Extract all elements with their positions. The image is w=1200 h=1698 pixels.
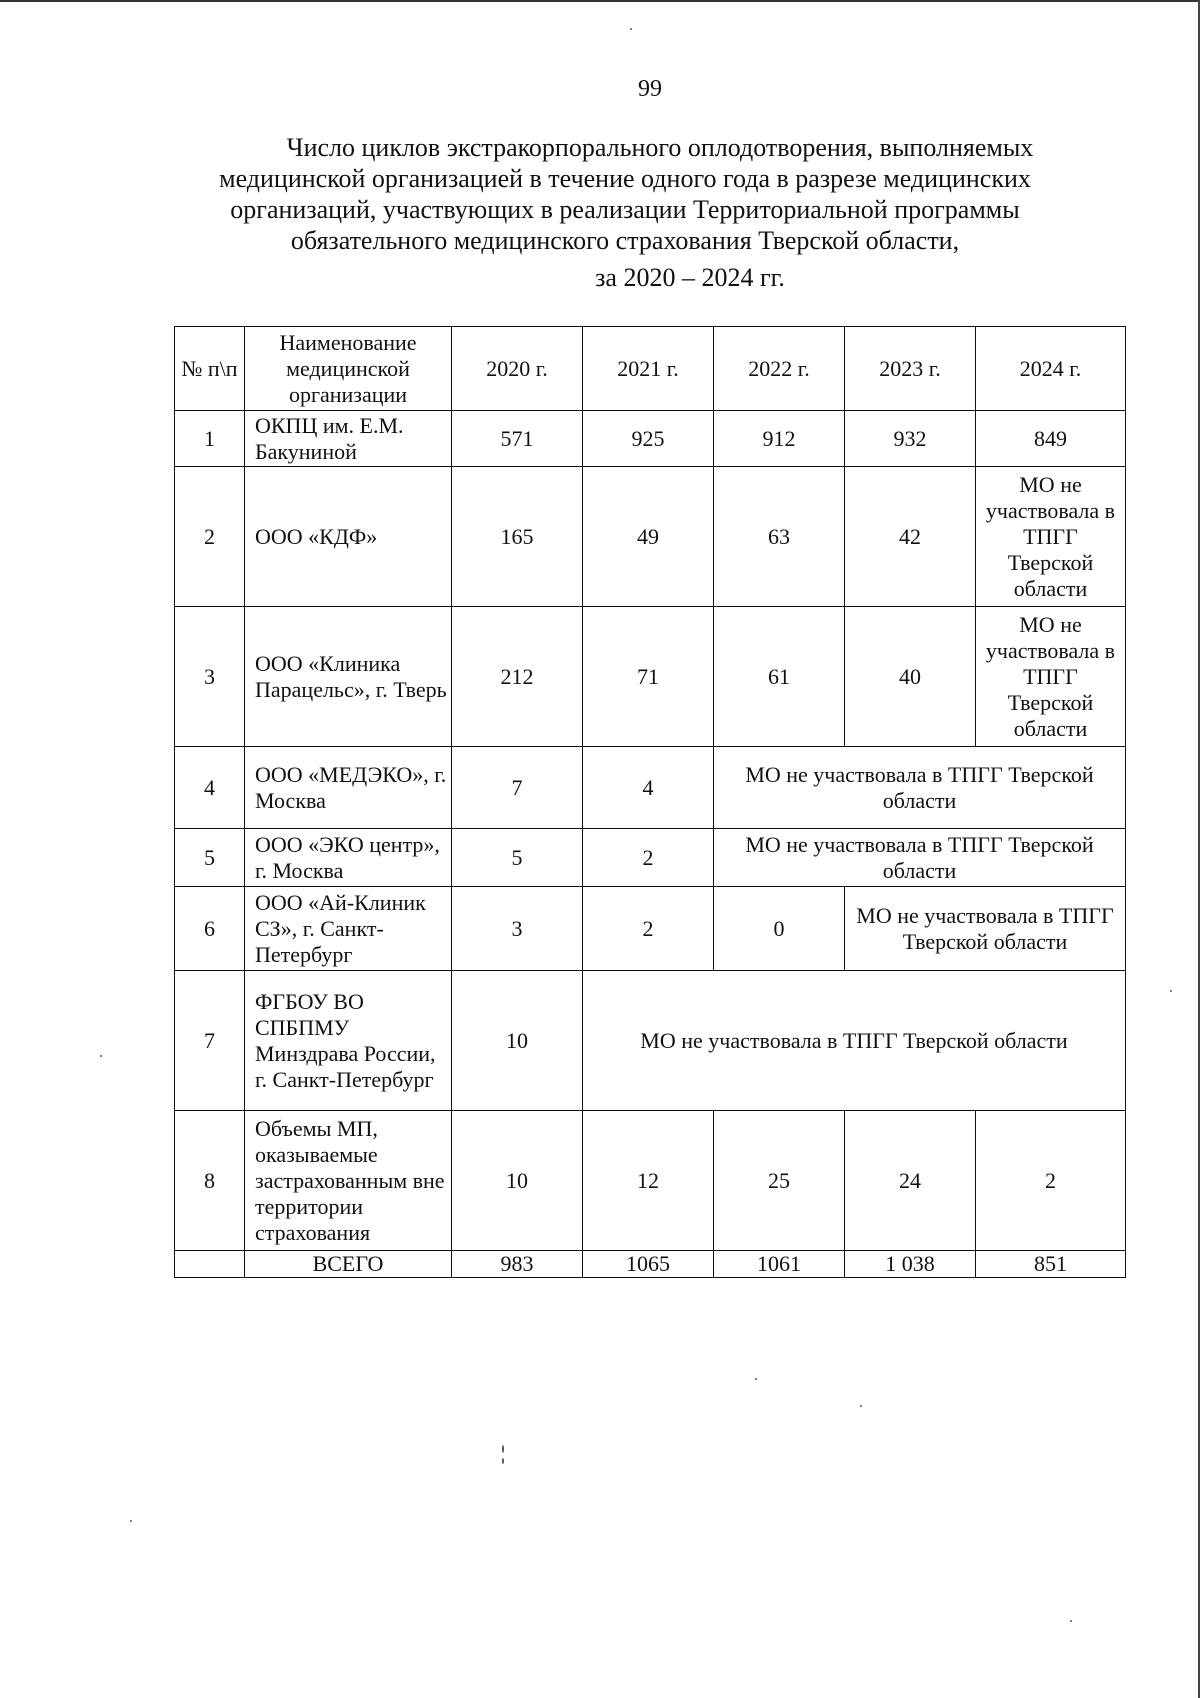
cell-2024: МО не участвовала в ТПГГ Тверской области [976,467,1126,607]
row-org: ФГБОУ ВО СПБПМУ Минздрава России, г. Санкт-Петербург [245,971,452,1111]
cell-2024: 849 [976,411,1126,467]
table-header-row [175,327,1126,411]
row-org: ООО «МЕДЭКО», г. Москва [245,747,452,829]
cell-2020: 5 [452,829,583,887]
header-org: Наименование медицинской организации [245,327,452,411]
row-num: 5 [175,829,245,887]
title-line-3: организаций, участвующих в реализации Территориальной программы [230,195,1020,224]
scan-speck [1070,1620,1072,1622]
row-org: ООО «ЭКО центр», г. Москва [245,829,452,887]
title-period: за 2020 – 2024 гг. [595,263,785,292]
cell-2020: 7 [452,747,583,829]
cell-2021: 2 [583,887,714,971]
cell-2023: 42 [845,467,976,607]
row-org: ООО «КДФ» [245,467,452,607]
row-num: 6 [175,887,245,971]
cell-2020: 10 [452,971,583,1111]
row-num: 8 [175,1111,245,1251]
document-title [150,132,1100,256]
table-row [175,1111,1126,1251]
cell-2021: 71 [583,607,714,747]
total-label: ВСЕГО [245,1251,452,1278]
row-num: 7 [175,971,245,1111]
table-row [175,467,1126,607]
merged-status-cell: МО не участвовала в ТПГГ Тверской области [845,887,1126,971]
cell-2020: 212 [452,607,583,747]
table-total-row [175,1251,1126,1278]
total-2021: 1065 [583,1251,714,1278]
cell-2021: 2 [583,829,714,887]
cell-2021: 925 [583,411,714,467]
header-2020: 2020 г. [452,327,583,411]
cell-2022: 63 [714,467,845,607]
header-2024: 2024 г. [976,327,1126,411]
table-row [175,971,1126,1111]
title-line-4: обязательного медицинского страхования Тверской области, [290,226,960,255]
table-row [175,747,1126,829]
row-org: ООО «Клиника Парацельс», г. Тверь [245,607,452,747]
total-num [175,1251,245,1278]
cell-2021: 49 [583,467,714,607]
cell-2022: 25 [714,1111,845,1251]
cell-2022: 912 [714,411,845,467]
row-num: 1 [175,411,245,467]
scan-speck [630,28,632,30]
scan-speck [502,1445,504,1453]
row-org: ООО «Ай-Клиник СЗ», г. Санкт-Петербург [245,887,452,971]
scan-speck [130,1520,132,1522]
scan-speck [100,1055,102,1057]
ivf-cycles-table [174,326,1126,1278]
header-2023: 2023 г. [845,327,976,411]
row-org: Объемы МП, оказываемые застрахованным вне территории страхования [245,1111,452,1251]
table-row [175,829,1126,887]
title-line-1: Число циклов экстракорпорального оплодотворения, выполняемых [286,133,1034,162]
row-num: 2 [175,467,245,607]
total-2023: 1 038 [845,1251,976,1278]
total-2022: 1061 [714,1251,845,1278]
merged-status-cell: МО не участвовала в ТПГГ Тверской области [714,747,1126,829]
cell-2023: 24 [845,1111,976,1251]
cell-2020: 3 [452,887,583,971]
page-number: 99 [638,76,662,102]
scan-edge-top [0,0,1200,2]
scan-speck [1170,990,1172,992]
cell-2020: 165 [452,467,583,607]
merged-status-cell: МО не участвовала в ТПГГ Тверской области [583,971,1126,1111]
cell-2022: 61 [714,607,845,747]
total-2020: 983 [452,1251,583,1278]
title-line-2: медицинской организацией в течение одного года в разрезе медицинских [219,164,1031,193]
cell-2023: 932 [845,411,976,467]
cell-2024: 2 [976,1111,1126,1251]
scan-speck [755,1378,757,1380]
merged-status-cell: МО не участвовала в ТПГГ Тверской области [714,829,1126,887]
row-org: ОКПЦ им. Е.М. Бакуниной [245,411,452,467]
cell-2020: 571 [452,411,583,467]
cell-2024: МО не участвовала в ТПГГ Тверской области [976,607,1126,747]
header-2021: 2021 г. [583,327,714,411]
row-num: 4 [175,747,245,829]
table-row [175,887,1126,971]
cell-2020: 10 [452,1111,583,1251]
table-row [175,607,1126,747]
cell-2023: 40 [845,607,976,747]
cell-2022: 0 [714,887,845,971]
row-num: 3 [175,607,245,747]
scan-speck [860,1405,862,1407]
total-2024: 851 [976,1251,1126,1278]
scan-speck [502,1458,504,1464]
header-2022: 2022 г. [714,327,845,411]
header-num: № п\п [175,327,245,411]
cell-2021: 4 [583,747,714,829]
table-row [175,411,1126,467]
cell-2021: 12 [583,1111,714,1251]
